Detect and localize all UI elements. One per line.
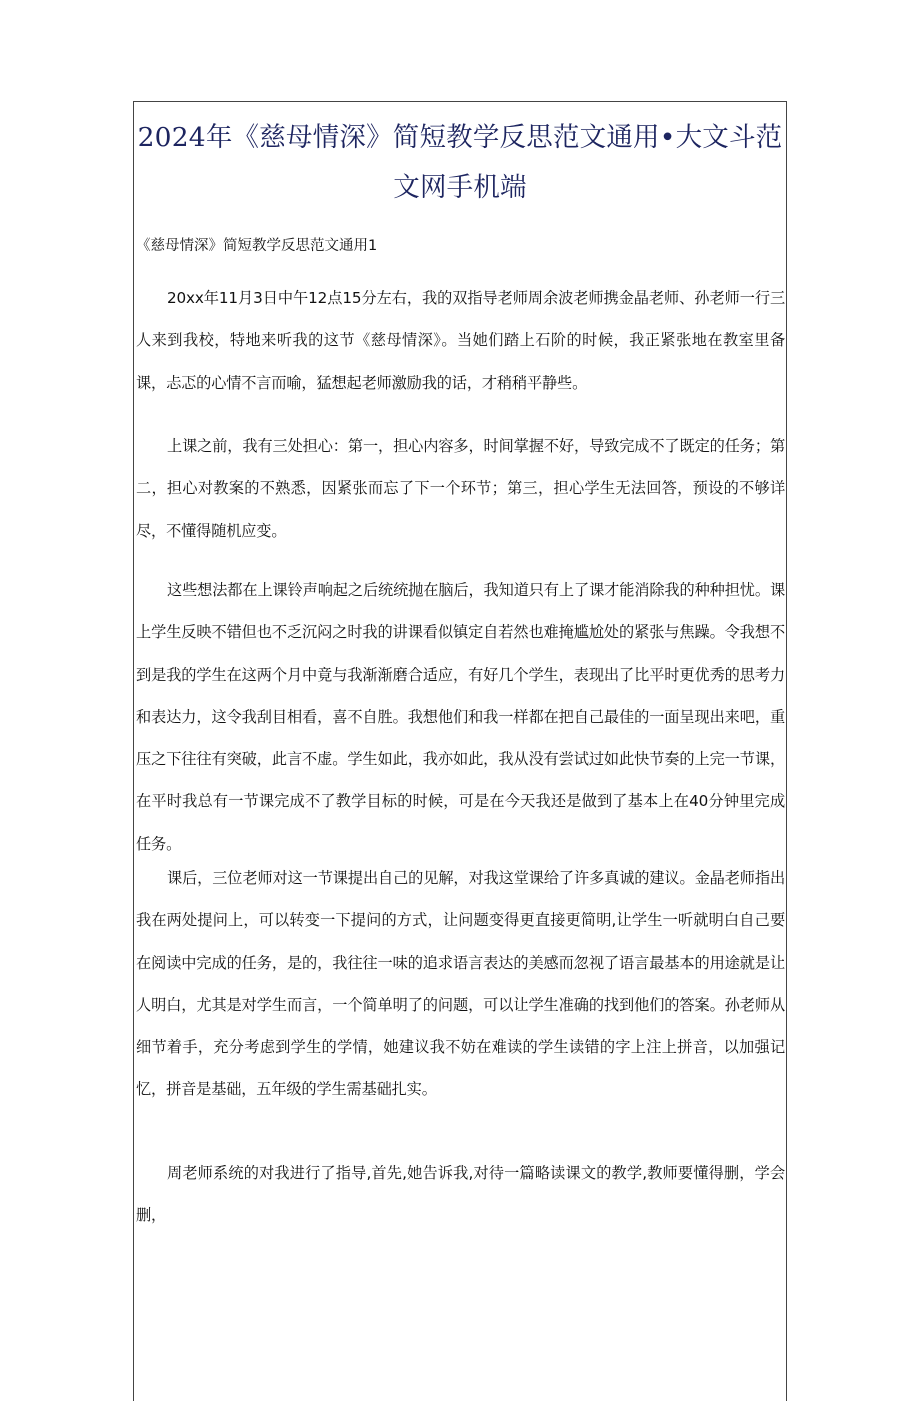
paragraph-4: 课后，三位老师对这一节课提出自己的见解，对我这堂课给了许多真诚的建议。金晶老师指出我在两处提问上，可以转变一下提问的方式，让问题变得更直接更简明,让学生一听就明白自己要在阅读中完成的任务，是的，我往往一味的追求语言表达的美感而忽视了语言最基本的用途就是让人明白，尤其是对学生而言，一个简单明了的问题，可以让学生准确的找到他们的答案。孙老师从细节着手，充分考虑到学生的学情，她建议我不妨在难读的学生读错的字上注上拼音，以加强记忆，拼音是基础，五年级的学生需基础扎实。 xyxy=(136,869,785,1099)
paragraph-5: 周老师系统的对我进行了指导,首先,她告诉我,对待一篇略读课文的教学,教师要懂得删，学会删， xyxy=(136,1164,785,1225)
paragraph-3: 这些想法都在上课铃声响起之后统统抛在脑后，我知道只有上了课才能消除我的种种担忧。课上学生反映不错但也不乏沉闷之时我的讲课看似镇定自若然也难掩尴尬处的紧张与焦躁。令我想不到是我的学生在这两个月中竟与我渐渐磨合适应，有好几个学生，表现出了比平时更优秀的思考力和表达力，这令我刮目相看，喜不自胜。我想他们和我一样都在把自己最佳的一面呈现出来吧，重压之下往往有突破，此言不虚。学生如此，我亦如此，我从没有尝试过如此快节奏的上完一节课，在平时我总有一节课完成不了教学目标的时候，可是在今天我还是做到了基本上在40分钟里完成任务。 xyxy=(136,581,785,853)
document-subtitle: 《慈母情深》简短教学反思范文通用1 xyxy=(136,238,378,254)
paragraph-1: 20xx年11月3日中午12点15分左右，我的双指导老师周余波老师携金晶老师、孙老师一行三人来到我校，特地来听我的这节《慈母情深》。当她们踏上石阶的时候，我正紧张地在教室里备课，忐忑的心情不言而喻，猛想起老师激励我的话，才稍稍平静些。 xyxy=(136,289,785,392)
paragraph-2: 上课之前，我有三处担心：第一，担心内容多，时间掌握不好，导致完成不了既定的任务；第二，担心对教案的不熟悉，因紧张而忘了下一个环节；第三，担心学生无法回答，预设的不够详尽，不懂得随机应变。 xyxy=(136,437,785,540)
document-title: 2024年《慈母情深》简短教学反思范文通用•大文斗范文网手机端 xyxy=(137,122,783,203)
